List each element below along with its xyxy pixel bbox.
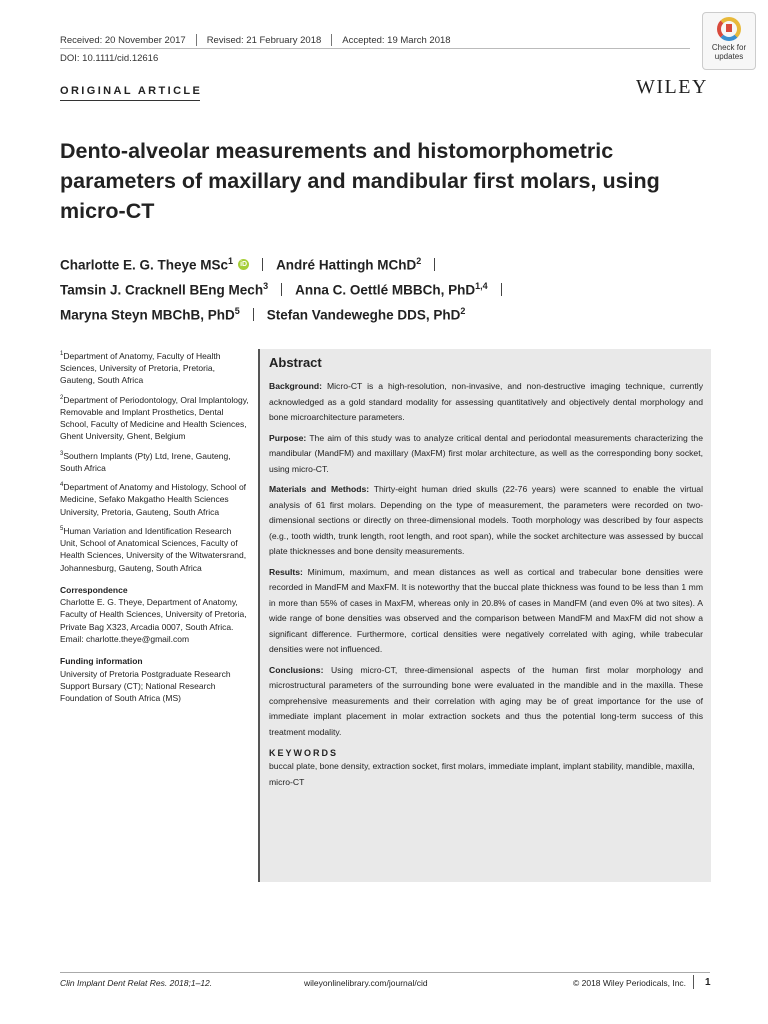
- copyright: © 2018 Wiley Periodicals, Inc.: [573, 978, 687, 988]
- author: Maryna Steyn MBChB, PhD$^5$: [60, 306, 240, 323]
- abstract-conclusions: Conclusions: Using micro-CT, three-dimensional aspects of the human first molar morphology and microstructural parameters of the surrounding bone were evaluated in the mandible and in the maxilla. These comprehensive measurements and their correlation with aging may be of great importance for the use of immediate implant placement in molar extraction sockets and thus the potential long-term success of this treatment modality.: [269, 664, 703, 737]
- section-label: ORIGINAL ARTICLE: [60, 85, 203, 97]
- affiliation: $^3$Southern Implants (Pty) Ltd, Irene, Gauteng, South Africa: [60, 450, 231, 473]
- journal-url[interactable]: wileyonlinelibrary.com/journal/cid: [304, 978, 428, 988]
- author-separator: [281, 283, 282, 296]
- header-rule: [60, 48, 690, 49]
- funding-text: University of Pretoria Postgraduate Research Support Bursary (CT); National Research Foundation of South Africa (MS): [60, 668, 231, 704]
- page-number: 1: [705, 977, 711, 988]
- author-separator: [434, 258, 435, 271]
- journal-citation: Clin Implant Dent Relat Res. 2018;1–12.: [60, 978, 213, 988]
- abstract-background: Background: Micro-CT is a high-resolution, non-invasive, and non-destructive imaging technique, currently acknowledged as a gold standard modality for assessing quantitatively and objectively dental morphology and bone microarchitecture parameters.: [269, 381, 703, 422]
- author: Stefan Vandeweghe DDS, PhD$^2$: [266, 306, 466, 323]
- crossmark-icon: [717, 17, 741, 41]
- correspondence-email[interactable]: Email: charlotte.theye@gmail.com: [60, 634, 190, 645]
- author: André Hattingh MChD$^2$: [276, 256, 422, 273]
- check-for-updates-label: Check for updates: [711, 43, 747, 61]
- publisher-logo: WILEY: [636, 76, 708, 98]
- abstract-heading: Abstract: [269, 355, 322, 370]
- accepted-date: Accepted: 19 March 2018: [342, 34, 451, 46]
- abstract-results: Results: Minimum, maximum, and mean distances as well as cortical and trabecular bone densities were recorded in MandFM and MaxFM. It is noteworthy that the buccal plate thickness was found to be less than 1 mm in more than 55% of cases in MaxFM, whereas only in 20.8% of cases in MandFM (and even 0% at two sites). A wide range of bone densities was observed and the comparison between MandFM and MaxFM did not show a significant difference. Furthermore, cortical densities were negatively correlated with aging, while trabecular densities were not influenced.: [269, 566, 703, 654]
- article-title: Dento-alveolar measurements and histomorphometric parameters of maxillary and mandibular first molars, using micro-CT: [60, 139, 660, 223]
- keywords-list: buccal plate, bone density, extraction socket, first molars, immediate implant, implant stability, mandible, maxilla, micro-CT: [269, 761, 695, 787]
- check-for-updates-badge[interactable]: [702, 12, 756, 70]
- abstract-box: [258, 349, 711, 882]
- author: Tamsin J. Cracknell BEng Mech$^3$: [60, 281, 269, 298]
- author-separator: [262, 258, 263, 271]
- affiliation: $^1$Department of Anatomy, Faculty of Health Sciences, University of Pretoria, Pretoria, Gauteng, South Africa: [60, 350, 221, 386]
- author-line: [60, 252, 700, 277]
- author-separator: [501, 283, 502, 296]
- footer-rule: [60, 972, 710, 973]
- divider: [331, 34, 332, 46]
- author: Charlotte E. G. Theye MSc$^1$: [60, 256, 234, 273]
- section-label-underline: [60, 100, 200, 101]
- received-date: Received: 20 November 2017: [60, 34, 186, 46]
- revised-date: Revised: 21 February 2018: [206, 34, 322, 46]
- affiliations-column: [60, 348, 250, 705]
- article-history: [60, 34, 451, 46]
- author-line: [60, 277, 700, 302]
- affiliation: $^4$Department of Anatomy and Histology, School of Medicine, Sefako Makgatho Health Sciences University, Pretoria, Gauteng, South Africa: [60, 481, 247, 517]
- affiliation: $^2$Department of Periodontology, Oral Implantology, Removable and Implant Prosthetics, Dental School, Faculty of Medicine and Health Sciences, Ghent University, Ghent, Belgium: [60, 394, 249, 442]
- affiliation: $^5$Human Variation and Identification Research Unit, School of Anatomical Sciences, Faculty of Health Sciences, University of the Witwatersrand, Johannesburg, Gauteng, South Africa: [60, 525, 247, 573]
- abstract-purpose: Purpose: The aim of this study was to analyze critical dental and periodontal measurements characterizing the mandibular (MandFM) and maxillary (MaxFM) first molar architecture, as well as the corresponding bony socket, using micro-CT.: [269, 432, 703, 474]
- funding-heading: Funding information: [60, 656, 143, 667]
- author-separator: [253, 308, 254, 321]
- orcid-icon[interactable]: iD: [240, 261, 248, 268]
- author-list: [60, 252, 700, 327]
- divider: [196, 34, 197, 46]
- author-line: [60, 302, 700, 327]
- footer-divider: [693, 975, 694, 989]
- correspondence-text: Charlotte E. G. Theye, Department of Anatomy, Faculty of Health Sciences, University of Pretoria, Private Bag X323, Arcadia 0007, South Africa.: [60, 597, 247, 632]
- doi[interactable]: DOI: 10.1111/cid.12616: [60, 53, 159, 64]
- correspondence-heading: Correspondence: [60, 584, 128, 595]
- author: Anna C. Oettlé MBBCh, PhD$^{1,4}$: [295, 281, 488, 298]
- keywords-heading: KEYWORDS: [269, 748, 339, 758]
- abstract-methods: Materials and Methods: Thirty-eight human dried skulls (22-76 years) were scanned to enable the virtual analysis of 61 first molars. Depending on the type of measurement, the parameters were recorded on two-dimensional sections or directly on three-dimensional models. Tooth morphology was described by four aspects (e.g., tooth width, trunk length, root length, and root span), while the socket architecture was assessed by buccal plate thicknesses and bone density measurements.: [269, 484, 703, 556]
